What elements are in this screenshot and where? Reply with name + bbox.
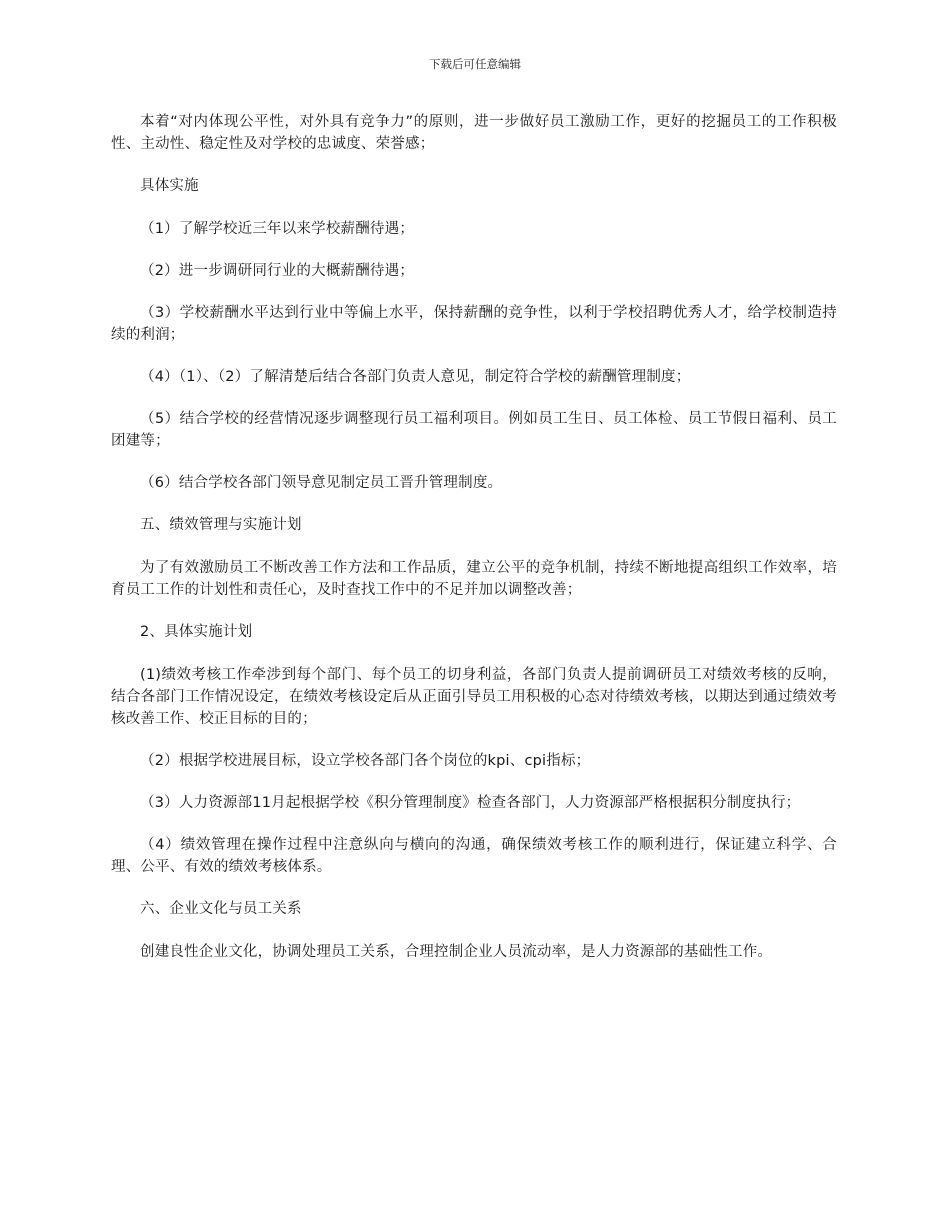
subheading-plan: 2、具体实施计划 bbox=[140, 624, 253, 640]
document-body bbox=[111, 111, 837, 983]
list-item-6: （6）结合学校各部门领导意见制定员工晋升管理制度。 bbox=[140, 475, 503, 491]
list-item-1: （1）了解学校近三年以来学校薪酬待遇； bbox=[140, 221, 415, 237]
list-item-4: （4）（1）、（2）了解清楚后结合各部门负责人意见，制定符合学校的薪酬管理制度； bbox=[140, 369, 691, 385]
section-heading-culture: 六、企业文化与员工关系 bbox=[140, 901, 302, 917]
paragraph-principle: 本着“对内体现公平性，对外具有竞争力”的原则，进一步做好员工激励工作，更好的挖掘员工的工作积极性、主动性、稳定性及对学校的忠诚度、荣誉感； bbox=[111, 114, 837, 152]
plan-item-3: （3）人力资源部11月起根据学校《积分管理制度》检查各部门，人力资源部严格根据积分制度执行； bbox=[140, 795, 801, 811]
list-item-2: （2）进一步调研同行业的大概薪酬待遇； bbox=[140, 263, 415, 279]
list-item-5: （5）结合学校的经营情况逐步调整现行员工福利项目。例如员工生日、员工体检、员工节假日福利、员工团建等； bbox=[111, 411, 837, 449]
plan-item-2: （2）根据学校进展目标，设立学校各部门各个岗位的kpi、cpi指标； bbox=[140, 753, 591, 769]
plan-item-4: （4）绩效管理在操作过程中注意纵向与横向的沟通，确保绩效考核工作的顺利进行，保证建立科学、合理、公平、有效的绩效考核体系。 bbox=[111, 837, 837, 875]
heading-implementation: 具体实施 bbox=[140, 178, 199, 194]
list-item-3: （3）学校薪酬水平达到行业中等偏上水平，保持薪酬的竞争性，以利于学校招聘优秀人才，给学校制造持续的利润； bbox=[111, 305, 837, 343]
paragraph-performance-intro: 为了有效激励员工不断改善工作方法和工作品质，建立公平的竞争机制，持续不断地提高组织工作效率，培育员工工作的计划性和责任心，及时查找工作中的不足并加以调整改善； bbox=[111, 560, 837, 598]
page-header: 下载后可任意编辑 bbox=[429, 57, 521, 71]
paragraph-culture: 创建良性企业文化，协调处理员工关系，合理控制企业人员流动率，是人力资源部的基础性工作。 bbox=[140, 944, 773, 960]
plan-item-1: (1)绩效考核工作牵涉到每个部门、每个员工的切身利益，各部门负责人提前调研员工对绩效考核的反响，结合各部门工作情况设定，在绩效考核设定后从正面引导员工用积极的心态对待绩效考核，以期达到通过绩效考核改善工作、校正目标的目的； bbox=[111, 667, 837, 727]
section-heading-performance: 五、绩效管理与实施计划 bbox=[140, 517, 302, 533]
